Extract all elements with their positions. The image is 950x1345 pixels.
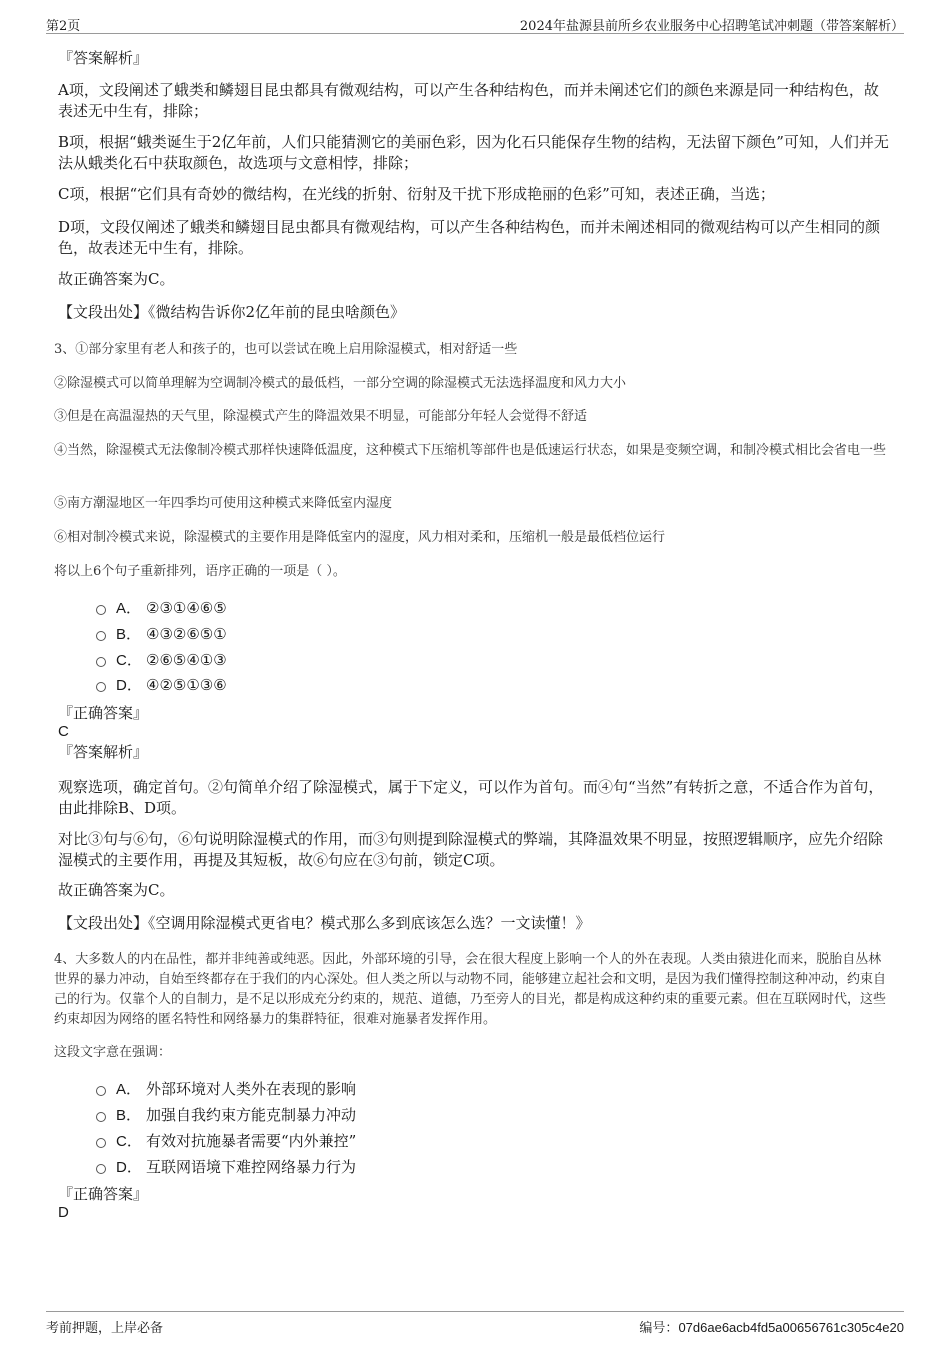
analysis-conclusion: 故正确答案为C。 xyxy=(58,881,175,899)
radio-icon[interactable] xyxy=(96,605,106,615)
option-d[interactable]: D． ④②⑤①③⑥ xyxy=(96,675,227,696)
analysis-paragraph: 对比③句与⑥句，⑥句说明除湿模式的作用，而③句则提到除湿模式的弊端，其降温效果不明显，按照逻辑顺序，应先介绍除湿模式的主要作用，再提及其短板，故⑥句应在③句前，锁定C项。 xyxy=(58,830,884,869)
radio-icon[interactable] xyxy=(96,1164,106,1174)
analysis-heading: 『答案解析』 xyxy=(58,49,149,67)
option-d[interactable]: D． 互联网语境下难控网络暴力行为 xyxy=(96,1157,356,1178)
option-a[interactable]: A． 外部环境对人类外在表现的影响 xyxy=(96,1079,356,1100)
option-b[interactable]: B． ④③②⑥⑤① xyxy=(96,624,227,645)
option-c[interactable]: C． ②⑥⑤④①③ xyxy=(96,650,227,671)
footer-slogan: 考前押题，上岸必备 xyxy=(46,1321,164,1336)
page-number: 第2页 xyxy=(46,19,81,34)
question-3-sentence: ②除湿模式可以简单理解为空调制冷模式的最低档，一部分空调的除湿模式无法选择温度和风力大小 xyxy=(54,376,627,391)
page-footer xyxy=(46,1311,904,1334)
question-3-sentence: ⑤南方潮湿地区一年四季均可使用这种模式来降低室内湿度 xyxy=(54,496,393,511)
document-title: 2024年盐源县前所乡农业服务中心招聘笔试冲刺题（带答案解析） xyxy=(519,19,904,34)
question-3-prompt: 将以上6个句子重新排列，语序正确的一项是（ ）。 xyxy=(54,564,346,579)
correct-answer-value: C xyxy=(58,723,69,740)
question-3-sentence: ④当然，除湿模式无法像制冷模式那样快速降低温度，这种模式下压缩机等部件也是低速运行状态，如果是变频空调，和制冷模式相比会省电一些 xyxy=(54,443,887,458)
option-b[interactable]: B． 加强自我约束方能克制暴力冲动 xyxy=(96,1105,356,1126)
correct-answer-heading: 『正确答案』 xyxy=(58,704,149,722)
analysis-heading: 『答案解析』 xyxy=(58,743,149,761)
radio-icon[interactable] xyxy=(96,657,106,667)
question-3-sentence: 3、①部分家里有老人和孩子的，也可以尝试在晚上启用除湿模式，相对舒适一些 xyxy=(54,342,518,357)
analysis-paragraph: 观察选项，确定首句。②句简单介绍了除湿模式，属于下定义，可以作为首句。而④句“当然”有转折之意，不适合作为首句，由此排除B、D项。 xyxy=(58,778,884,817)
question-3-sentence: ⑥相对制冷模式来说，除湿模式的主要作用是降低室内的湿度，风力相对柔和，压缩机一般是最低档位运行 xyxy=(54,530,666,545)
correct-answer-heading: 『正确答案』 xyxy=(58,1185,149,1203)
question-3-sentence: ③但是在高温湿热的天气里，除湿模式产生的降温效果不明显，可能部分年轻人会觉得不舒适 xyxy=(54,409,588,424)
analysis-paragraph: C项，根据“它们具有奇妙的微结构，在光线的折射、衍射及干扰下形成艳丽的色彩”可知，表述正确，当选； xyxy=(58,185,775,203)
document-code: 编号：07d6ae6acb4fd5a00656761c305c4e20 xyxy=(639,1320,904,1336)
radio-icon[interactable] xyxy=(96,1112,106,1122)
option-c[interactable]: C． 有效对抗施暴者需要“内外兼控” xyxy=(96,1131,356,1152)
radio-icon[interactable] xyxy=(96,631,106,641)
radio-icon[interactable] xyxy=(96,1138,106,1148)
source-citation: 【文段出处】《空调用除湿模式更省电？模式那么多到底该怎么选？一文读懂！》 xyxy=(58,914,591,932)
page-header xyxy=(46,15,904,34)
question-4-prompt: 这段文字意在强调： xyxy=(54,1045,172,1060)
analysis-paragraph: B项，根据“蛾类诞生于2亿年前，人们只能猜测它的美丽色彩，因为化石只能保存生物的结构，无法留下颜色”可知，人们并无法从蛾类化石中获取颜色，故选项与文意相悖，排除； xyxy=(58,133,889,172)
analysis-paragraph: D项，文段仅阐述了蛾类和鳞翅目昆虫都具有微观结构，可以产生各种结构色，而并未阐述相同的微观结构可以产生相同的颜色，故表述无中生有，排除。 xyxy=(58,218,881,257)
question-4-passage: 4、大多数人的内在品性，都并非纯善或纯恶。因此，外部环境的引导，会在很大程度上影响一个人的外在表现。人类由猿进化而来，脱胎自丛林世界的暴力冲动，自始至终都存在于我们的内心深处。但人类之所以与动物不同，能够建立起社会和文明，是因为我们懂得控制这种冲动，约束自己的行为。仅靠个人的自制力，是不足以形成充分约束的，规范、道德，乃至旁人的目光，都是构成这种约束的重要元素。但在互联网时代，这些约束却因为网络的匿名特性和网络暴力的集群特征，很难对施暴者发挥作用。 xyxy=(54,952,887,1027)
analysis-paragraph: A项，文段阐述了蛾类和鳞翅目昆虫都具有微观结构，可以产生各种结构色，而并未阐述它们的颜色来源是同一种结构色，故表述无中生有，排除； xyxy=(58,81,879,120)
radio-icon[interactable] xyxy=(96,1086,106,1096)
analysis-conclusion: 故正确答案为C。 xyxy=(58,270,175,288)
correct-answer-value: D xyxy=(58,1204,69,1221)
option-a[interactable]: A． ②③①④⑥⑤ xyxy=(96,598,227,619)
source-citation: 【文段出处】《微结构告诉你2亿年前的昆虫啥颜色》 xyxy=(58,303,406,321)
radio-icon[interactable] xyxy=(96,682,106,692)
